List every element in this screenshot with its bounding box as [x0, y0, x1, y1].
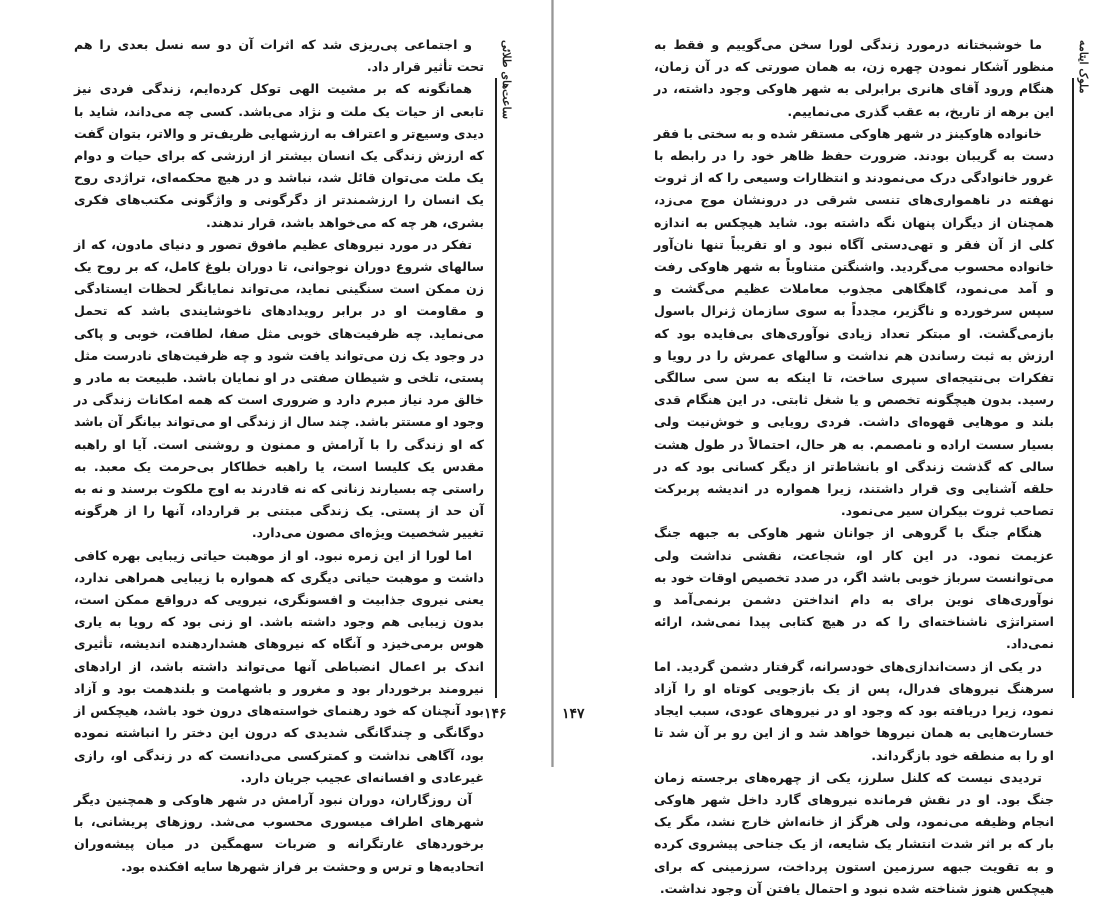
left-paragraph-3: تفکر در مورد نیروهای عظیم مافوق تصور و دنیای مادون، که از سالهای شروع دوران نوجوانی، تا دوران بلوغ کامل، که بر روح یک زن ممکن است سنگینی نماید، می‌تواند نمایانگر لحظات ایستادگی و مقاومت او در برابر رویدادهای ناخوشایندی باشد که تحمل می‌نماید. چه ظرفیت‌های خوبی مثل صفا، لطافت، خوبی و پاکی در وجود یک زن می‌تواند یافت شود و چه ظرفیت‌های نادرست مثل پستی، تلخی و شیطان صفتی در او نمایان باشد. طبیعت به مادر و خالق مرد نیاز مبرم دارد و ضروری است که همه امکانات زندگی در وجود او مستتر باشد. چند سال از زندگی او می‌تواند بیانگر آن باشد که او زندگی را با آرامش و ممنون و روشنی است. آیا او راهبه مقدس یک کلیسا است، یا راهبه خطاکار بی‌حرمت یک معبد. به راستی چه بسیارند زنانی که نه قادرند به اوج ملکوت برسند و نه به آن حد از پستی. یک زندگی مبتنی بر قرارداد، آنها را از هرگونه تغییر شخصیت ویژه‌ای مصون می‌دارد.: [74, 236, 484, 541]
left-header-rule: [495, 78, 497, 698]
right-paragraph-5: تردیدی نیست که کلنل سلرز، یکی از چهره‌های برجسته زمان جنگ بود. او در نقش فرمانده نیروهای گارد داخل شهر هاوکی انجام وظیفه می‌نمود، ولی هرگز از خانه‌اش خارج نشد، مگر یک بار که بر اثر شدت انتشار یک شایعه، از یک جناحی پیشروی کرده و به تقویت جبهه سرزمین استون پرداخت، سرزمینی که برای هیچکس هنوز شناخته شده نبود و احتمال یافتن آن وجود نداشت.: [654, 769, 1054, 896]
right-paragraph-4: در یکی از دست‌اندازی‌های خودسرانه، گرفتار دشمن گردید. اما سرهنگ نیروهای فدرال، پس از یک بازجویی کوتاه او را آزاد نمود، زیرا دریافته بود که وجود او در نیروهای عودی، سبب ایجاد خسارت‌هایی به همان نیروها خواهد شد و از این رو بر آن شد تا او را به منطقه خود بازگرداند.: [654, 658, 1054, 763]
left-paragraph-5: آن روزگاران، دوران نبود آرامش در شهر هاوکی و همچنین دیگر شهرهای اطراف میسوری محسوب می‌شد. روزهای پریشانی، با برخوردهای غارتگرانه و ضربات سهمگین در میان پیشه‌وران اتحادیه‌ها و ترس و وحشت بر فراز شهرها سایه افکنده بود.: [74, 791, 484, 874]
right-page-number: ۱۴۷: [562, 706, 585, 722]
left-paragraph-1: و اجتماعی پی‌ریزی شد که اثرات آن دو سه نسل بعدی را هم تحت تأثیر قرار داد.: [74, 37, 484, 75]
left-page-number: ۱۴۶: [484, 706, 507, 722]
right-paragraph-3: هنگام جنگ با گروهی از جوانان شهر هاوکی به جبهه جنگ عزیمت نمود. در این کار او، شجاعت، نقشی نداشت ولی می‌توانست سرباز خوبی باشد اگر، در صدد تخصیص اوقات خود به نوآوری‌های نوین برای به دام انداختن دشمن برنمی‌آمد و استراتژی ناشناخته‌ای را که در هیچ کتابی پیدا نمی‌شد، ارائه نمی‌داد.: [654, 525, 1054, 652]
left-running-head: ساعت‌های طلائی: [500, 40, 513, 120]
left-page-text: [74, 34, 484, 878]
right-header-rule: [1072, 78, 1074, 698]
left-paragraph-2: همانگونه که بر مشیت الهی توکل کرده‌ایم، زندگی فردی نیز تابعی از حیات یک ملت و نژاد می‌باشد. کسی چه می‌داند، شاید با دیدی وسیع‌تر و اعتراف به ارزشهایی ظریف‌تر و والاتر، بتوان گفت که ارزش زندگی یک انسان بیشتر از ارزشی که برای حیات و دوام یک ملت می‌توان قائل شد، نباشد و در هیچ محکمه‌ای، تراژدی روح یک انسان را ارزشمندتر از دگرگونی و واژگونی مکتب‌های فکری بشری، هر چه که می‌خواهد باشد، قرار ندهند.: [74, 81, 484, 230]
left-paragraph-4: اما لورا از این زمره نبود. او از موهبت حیاتی زیبایی بهره کافی داشت و موهبت حیاتی دیگری که همواره با زیبایی همراهی ندارد، یعنی نیروی جذابیت و افسونگری، نیرویی که درواقع ممکن است، بدون زیبایی هم وجود داشته باشد. او زنی بود که رویا به یاری هوس برمی‌خیزد و آنگاه که نیروهای هشداردهنده اندیشه، تأثیری اندک بر اعمال انضباطی آنها می‌تواند داشته باشد، از ارادهای نیرومند برخوردار بود و مغرور و باشهامت و بلندهمت بود و آزاد بود آنچنان که خود رهنمای خواسته‌های درون خود باشد، هیچکس از دوگانگی و چندگانگی شدیدی که درون این دختر را انباشته نموده بود، آگاهی نداشت و کمترکسی می‌دانست که در زندگی او، رازی غیرعادی و افسانه‌ای عجیب جریان دارد.: [74, 547, 484, 785]
right-page: [554, 0, 1106, 896]
right-paragraph-1: ما خوشبختانه درمورد زندگی لورا سخن می‌گوییم و فقط به منظور آشکار نمودن چهره زن، به همان صورتی که در آن زمان، هنگام ورود آقای هانری برابرلی به شهر هاوکی وجود داشته، در این برهه از تاریخ، به عقب گذری می‌نماییم.: [654, 37, 1054, 119]
left-page: [0, 0, 552, 874]
right-running-head: ملوک ایتامه: [1077, 40, 1090, 94]
right-page-text: [654, 34, 1054, 900]
right-paragraph-2: خانواده هاوکینز در شهر هاوکی مستقر شده و به سختی با فقر دست به گریبان بودند. ضرورت حفظ ظاهر خود را در رابطه با غرور خانوادگی درک می‌نمودند و انتظارات وسیعی را که از ثروت نهفته در ناهمواری‌های تنسی شرقی در درونشان موج می‌زد، همچنان از دیگران پنهان نگه داشته بود. شاید هیچکس به اندازه کلی از آن فقر و تهی‌دستی آگاه نبود و او تقریباً تنها نان‌آور خانواده محسوب می‌گردید. واشنگتن متناوباً به شهر هاوکی رفت و آمد می‌نمود، گاهگاهی مجذوب معاملات عظیم می‌گشت و سپس سرخورده و ناگزیر، مجدداً به سوی سازمان ژنرال باسول بازمی‌گشت. او مبتکر تعداد زیادی نوآوری‌های بی‌فایده بود که ارزش به ثبت رساندن هم نداشت و سالهای عمرش را در رویا و تفکرات بی‌نتیجه‌ای سپری ساخت، تا اینکه به سن سی سالگی رسید. بدون هیچگونه تخصص و یا شغل ثابتی. در این هنگام قدی بلند و موهایی قهوه‌ای داشت. فردی رویایی و خوش‌نیت ولی بسیار سست اراده و نامصمم. به هر حال، احتمالاً در طول هشت سالی که گذشت زندگی او بانشاط‌تر از دیگر کسانی بود که در حلقه آشنایی وی قرار داشتند، زیرا همواره در اندیشه پربرکت تصاحب ثروت بیکران سیر می‌نمود.: [654, 125, 1054, 519]
